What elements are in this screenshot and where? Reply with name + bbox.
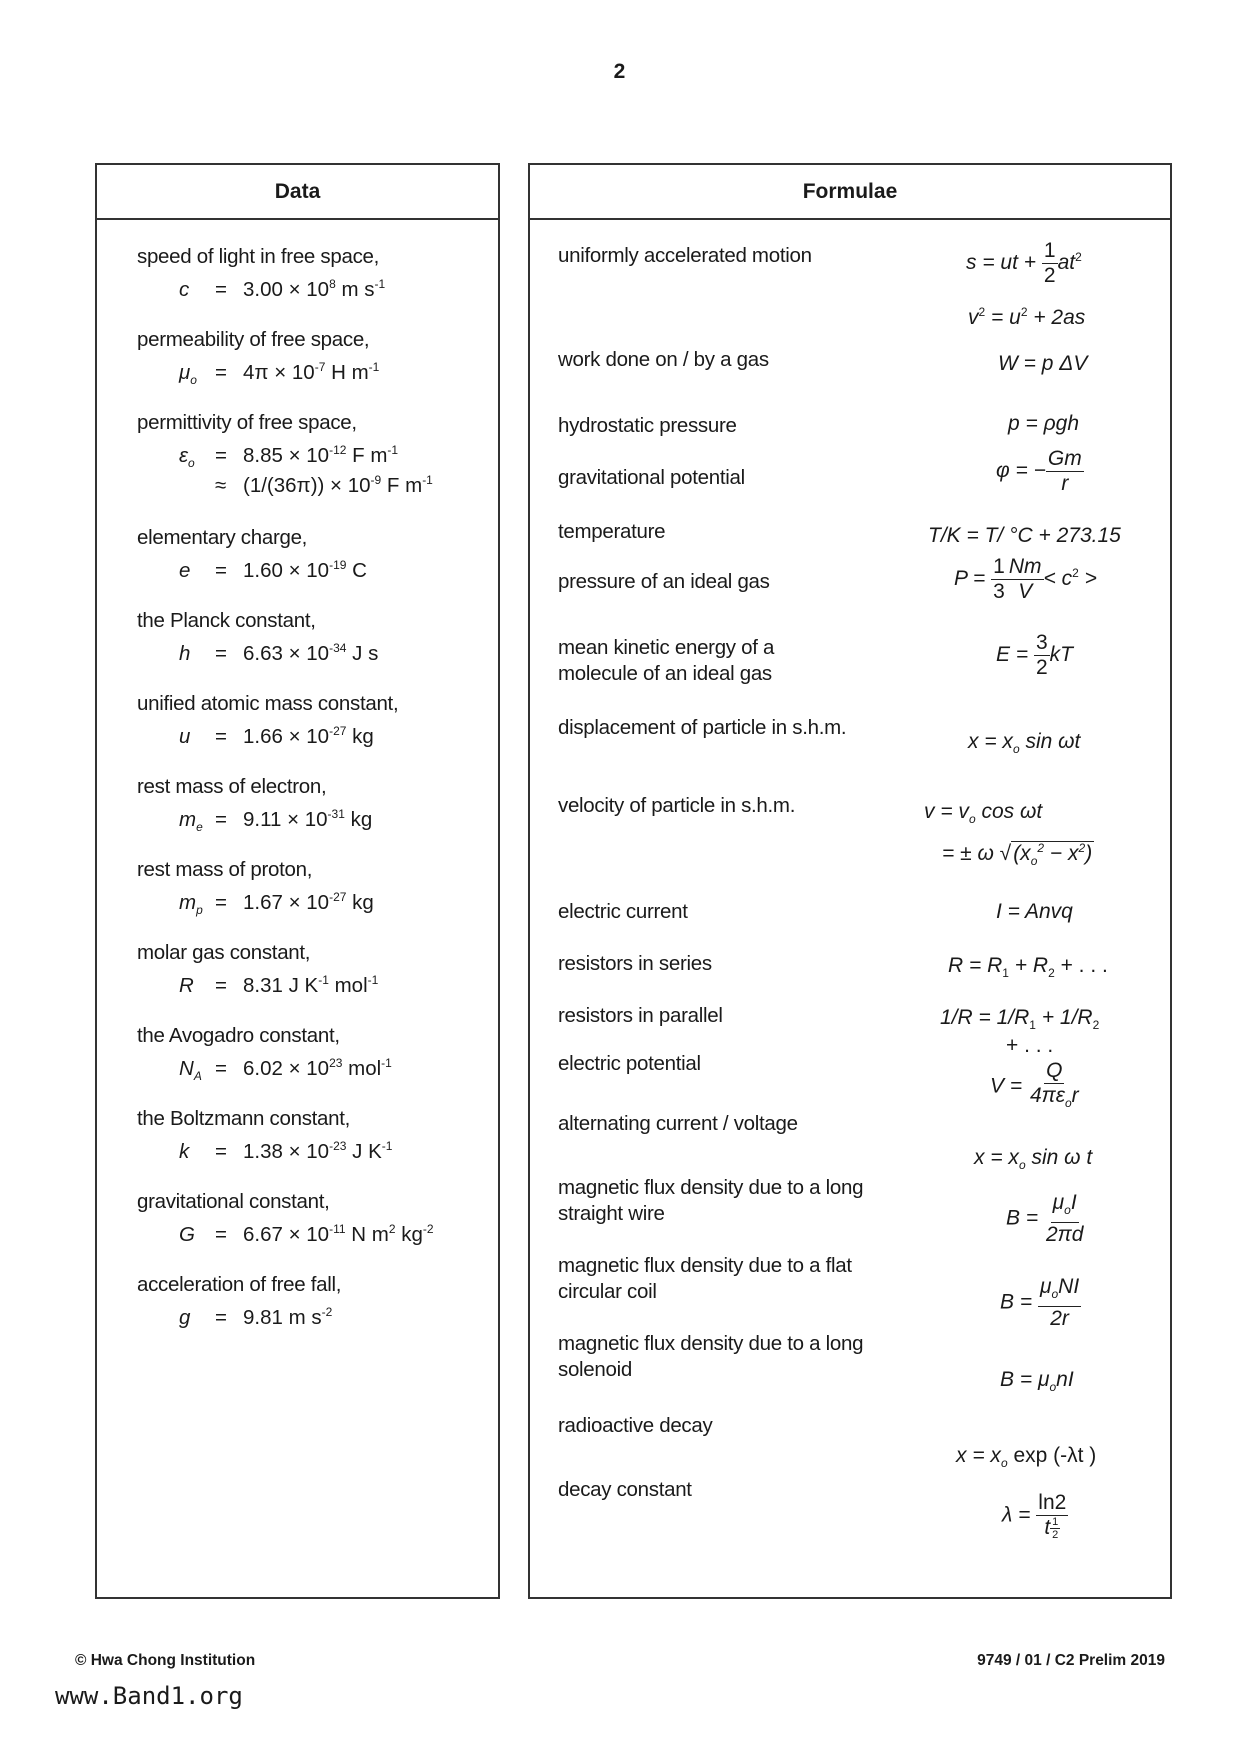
- constant-label: the Planck constant,: [137, 609, 316, 632]
- formula-shm-v2: = ± ω $√(x_o^2 - x^2)$: [942, 841, 1093, 869]
- formula-label-hydro: hydrostatic pressure: [558, 414, 737, 437]
- formula-label-decay: radioactive decay: [558, 1414, 713, 1437]
- constant-label: rest mass of electron,: [137, 775, 327, 798]
- constant-value: g = 9.81 m $s^{-2}$: [179, 1305, 333, 1329]
- formula-label-pgas: pressure of an ideal gas: [558, 570, 770, 593]
- formula-series: $R = R_1 + R_2$ + . . .: [948, 954, 1108, 981]
- formula-label-work: work done on / by a gas: [558, 348, 769, 371]
- constant-value: $e = 1.60 \times 10^{-19}$ C: [179, 558, 367, 582]
- constant-value: $h = 6.63 \times 10^{-34}$ J s: [179, 641, 379, 665]
- constant-label: gravitational constant,: [137, 1190, 330, 1213]
- formula-decay: $x = x_o$ exp (-λt ): [956, 1444, 1097, 1471]
- formula-solenoid: $B = \mu_onI$: [1000, 1368, 1074, 1395]
- constant-label: permittivity of free space,: [137, 411, 357, 434]
- constant-label: the Avogadro constant,: [137, 1024, 340, 1047]
- formula-parallel: $1/R = 1/R_1 + 1/R_2$: [940, 1006, 1100, 1033]
- constant-value: $k = 1.38 \times 10^{-23}$ J $K^{-1}$: [179, 1139, 393, 1163]
- formula-parallel-cont: + . . .: [1006, 1034, 1054, 1057]
- watermark: www.Band1.org: [55, 1682, 243, 1710]
- formula-epot: V = $\frac{Q}{4\pi\varepsilon_or}$: [990, 1059, 1079, 1111]
- constant-value: $G = 6.67 \times 10^{-11}$ N $m^2$ $kg^{-2}$: [179, 1222, 434, 1246]
- formula-label-shm-v: velocity of particle in s.h.m.: [558, 794, 796, 817]
- footer-copyright: © Hwa Chong Institution: [75, 1652, 256, 1669]
- formula-label-decay-const: decay constant: [558, 1478, 692, 1501]
- constant-value: $m_p = 1.67 \times 10^{-27}$ kg: [179, 890, 374, 917]
- formula-shm-v1: $v = v_o$ cos ωt: [924, 800, 1043, 827]
- formula-shm-x: $x = x_o$ sin ωt: [968, 730, 1081, 757]
- formula-work: W = p ΔV: [998, 352, 1088, 375]
- formula-label-wire: magnetic flux density due to a long straight wire: [558, 1176, 864, 1225]
- formula-label-uam: uniformly accelerated motion: [558, 244, 812, 267]
- constant-value: $c = 3.00 \times 10^8$ m $s^{-1}$: [179, 277, 386, 301]
- constant-label: speed of light in free space,: [137, 245, 380, 268]
- constant-value: R = 8.31 J $K^{-1}$ mol$^{-1}$: [179, 973, 379, 997]
- constant-value: $\mu_o = 4\pi \times 10^{-7}$ H $m^{-1}$: [179, 360, 380, 387]
- constant-label: rest mass of proton,: [137, 858, 313, 881]
- formula-label-parallel: resistors in parallel: [558, 1004, 723, 1027]
- constant-value: $m_e = 9.11 \times 10^{-31}$ kg: [179, 807, 373, 834]
- formula-temp: T/K = T/ °C + 273.15: [928, 524, 1121, 547]
- formulae-box: [528, 163, 1172, 1599]
- constant-label: elementary charge,: [137, 526, 308, 549]
- formula-ke: E = $\frac{3}{2}$ kT: [996, 631, 1073, 679]
- formula-label-solenoid: magnetic flux density due to a long solenoid: [558, 1332, 864, 1381]
- formula-ac: $x = x_o$ sin ω t: [974, 1146, 1093, 1173]
- page-number: 2: [613, 60, 626, 83]
- formula-label-coil: magnetic flux density due to a flat circular coil: [558, 1254, 852, 1303]
- formula-hydro: p = ρgh: [1008, 412, 1079, 435]
- formula-label-shm-x: displacement of particle in s.h.m.: [558, 716, 847, 739]
- formula-label-epot: electric potential: [558, 1052, 701, 1075]
- constant-label: acceleration of free fall,: [137, 1273, 342, 1296]
- constant-label: permeability of free space,: [137, 328, 370, 351]
- formula-label-current: electric current: [558, 900, 688, 923]
- formula-label-ac: alternating current / voltage: [558, 1112, 798, 1135]
- formula-coil: B = $\frac{\mu_oNI}{2r}$: [1000, 1275, 1080, 1331]
- formula-label-temp: temperature: [558, 520, 666, 543]
- formula-uam-v2: $v^2 = u^2 + 2as$: [968, 305, 1086, 329]
- constant-value: $u = 1.66 \times 10^{-27}$ kg: [179, 724, 374, 748]
- constant-value: $N_A = 6.02 \times 10^{23}$ mol$^{-1}$: [179, 1056, 392, 1083]
- constant-approx-value: ≈ $(1/(36\pi)) \times 10^{-9}$ F $m^{-1}$: [215, 473, 433, 497]
- formula-decay-const: λ = ln2 t $\frac{1}{2}$: [1002, 1491, 1067, 1541]
- formula-gpot: φ = − $\frac{Gm}{r}$: [996, 447, 1082, 495]
- constant-label: the Boltzmann constant,: [137, 1107, 351, 1130]
- constant-value: $\varepsilon_o = 8.85 \times 10^{-12}$ F $m^{-1}$: [179, 443, 399, 470]
- constant-label: molar gas constant,: [137, 941, 311, 964]
- formula-label-series: resistors in series: [558, 952, 712, 975]
- formula-uam-s: s = ut + $\frac{1}{2}$ $at^2$: [966, 239, 1082, 287]
- formula-current: I = Anvq: [996, 900, 1073, 923]
- footer-paper-code: 9749 / 01 / C2 Prelim 2019: [977, 1652, 1165, 1669]
- constant-label: unified atomic mass constant,: [137, 692, 399, 715]
- formula-wire: B = $\frac{\mu_oI}{2\pi d}$: [1006, 1191, 1084, 1247]
- formula-label-ke: mean kinetic energy of a molecule of an ideal gas: [558, 636, 775, 685]
- formula-label-gpot: gravitational potential: [558, 466, 745, 489]
- data-box: [95, 163, 500, 1599]
- formula-pgas: P = $\frac{1}{3}$ $\frac{Nm}{V}$ < $c^2$ >: [954, 555, 1097, 603]
- data-header: Data: [97, 165, 498, 220]
- formulae-header: Formulae: [530, 165, 1170, 220]
